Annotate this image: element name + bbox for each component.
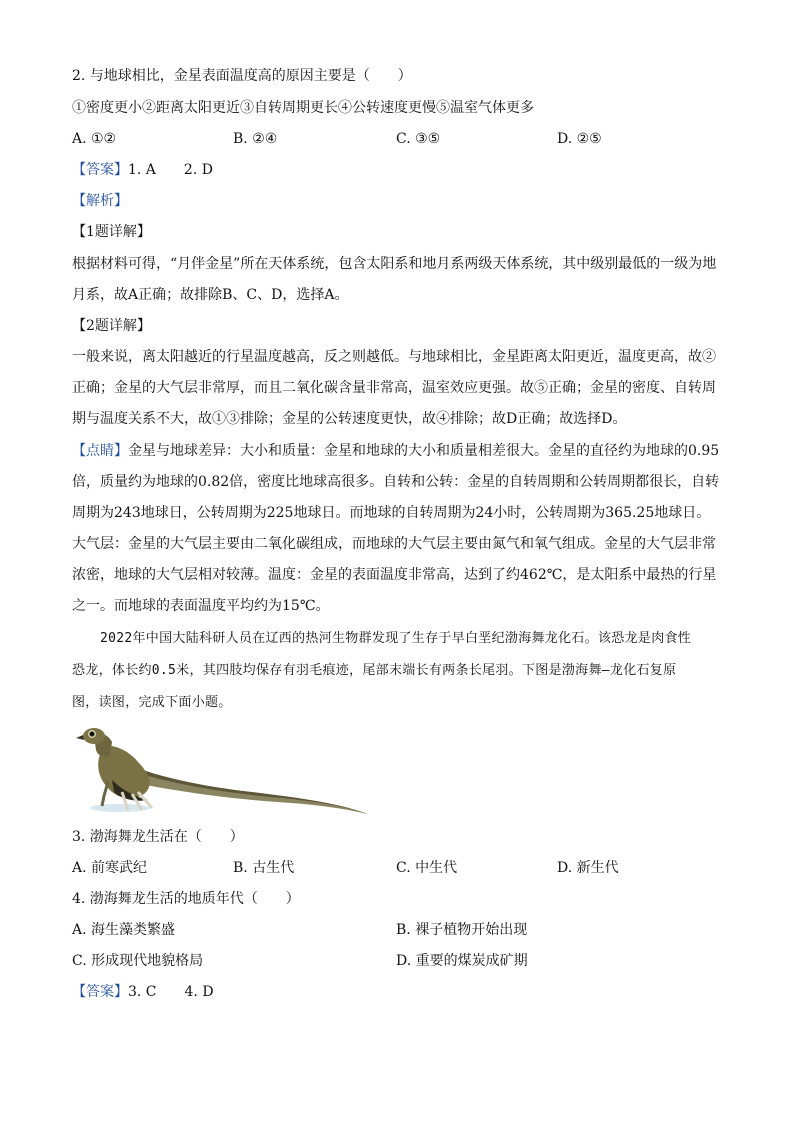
dianjing-line: 倍，质量约为地球的0.82倍，密度比地球高很多。自转和公转：金星的自转周期和公转周期都很长，自转 — [72, 474, 720, 490]
q4-choice-b: B. 裸子植物开始出现 — [396, 922, 528, 938]
reading-passage — [72, 623, 732, 719]
q3-choice-d: D. 新生代 — [557, 860, 619, 876]
passage-line: 恐龙，体长约0.5米，其四肢均保存有羽毛痕迹，尾部末端长有两条长尾羽。下图是渤海舞—龙化石复原 — [72, 663, 677, 678]
question-2-stem: 2. 与地球相比，金星表面温度高的原因主要是（ ） — [72, 68, 412, 84]
detail-1-line: 根据材料可得，“月伴金星”所在天体系统，包含太阳系和地月系两级天体系统，其中级别最低的一级为地 — [72, 256, 717, 272]
detail-1-line: 月系，故A正确；故排除B、C、D，选择A。 — [72, 287, 349, 303]
q4-choice-d: D. 重要的煤炭成矿期 — [396, 953, 528, 969]
detail-1-label: 【1题详解】 — [72, 224, 151, 240]
detail-2-line: 一般来说，离太阳越近的行星温度越高，反之则越低。与地球相比，金星距离太阳更近，温度更高，故② — [72, 349, 716, 365]
detail-1-text — [72, 249, 732, 311]
question-4-stem: 4. 渤海舞龙生活的地质年代（ ） — [72, 891, 300, 907]
answer-text: 3. C 4. D — [128, 984, 214, 1000]
dianjing-line: 周期为243地球日，公转周期为225地球日。而地球的自转周期为24小时，公转周期为365.25地球日。 — [72, 505, 711, 521]
q4-choice-a: A. 海生藻类繁盛 — [72, 922, 176, 938]
answer-tag: 【答案】 — [72, 984, 128, 1000]
analysis-label: 【解析】 — [72, 193, 128, 209]
passage-line: 2022年中国大陆科研人员在辽西的热河生物群发现了生存于早白垩纪渤海舞龙化石。该恐龙是肉食性 — [100, 631, 692, 646]
question-2-options-line: ①密度更小②距离太阳更近③自转周期更长④公转速度更慢⑤温室气体更多 — [72, 100, 534, 116]
q2-choice-a: A. ①② — [72, 131, 117, 147]
answer-line-1 — [72, 160, 734, 180]
q2-choice-b: B. ②④ — [233, 131, 278, 147]
dianjing-line: 【点睛】金星与地球差异：大小和质量：金星和地球的大小和质量相差很大。金星的直径约为地球的0.95 — [72, 443, 720, 459]
answer-line-2 — [72, 982, 734, 1002]
q2-choice-c: C. ③⑤ — [396, 131, 441, 147]
dianjing-line: 浓密，地球的大气层相对较薄。温度：金星的表面温度非常高，达到了约462℃，是太阳系中最热的行星 — [72, 567, 717, 583]
q3-choice-c: C. 中生代 — [396, 860, 458, 876]
q2-choice-d: D. ②⑤ — [557, 131, 602, 147]
question-3-stem: 3. 渤海舞龙生活在（ ） — [72, 829, 244, 845]
answer-tag: 【答案】 — [72, 162, 128, 178]
answer-text: 1. A 2. D — [128, 162, 213, 178]
dianjing-text — [72, 436, 732, 622]
passage-line: 图，读图，完成下面小题。 — [72, 695, 232, 710]
detail-2-line: 期与温度关系不大，故①③排除；金星的公转速度更快，故④排除；故D正确；故选择D。 — [72, 411, 627, 427]
q4-choice-c: C. 形成现代地貌格局 — [72, 953, 204, 969]
dianjing-line: 大气层：金星的大气层主要由二氧化碳组成，而地球的大气层主要由氮气和氧气组成。金星的大气层非常 — [72, 536, 716, 552]
dinosaur-illustration — [72, 722, 372, 817]
detail-2-line: 正确；金星的大气层非常厚，而且二氧化碳含量非常高，温室效应更强。故⑤正确；金星的密度、自转周 — [72, 380, 716, 396]
dianjing-line: 之一。而地球的表面温度平均约为15℃。 — [72, 598, 330, 614]
detail-2-text — [72, 342, 732, 435]
detail-2-label: 【2题详解】 — [72, 318, 151, 334]
q3-choice-b: B. 古生代 — [233, 860, 295, 876]
dianjing-tag: 【点睛】 — [72, 443, 128, 459]
q3-choice-a: A. 前寒武纪 — [72, 860, 148, 876]
